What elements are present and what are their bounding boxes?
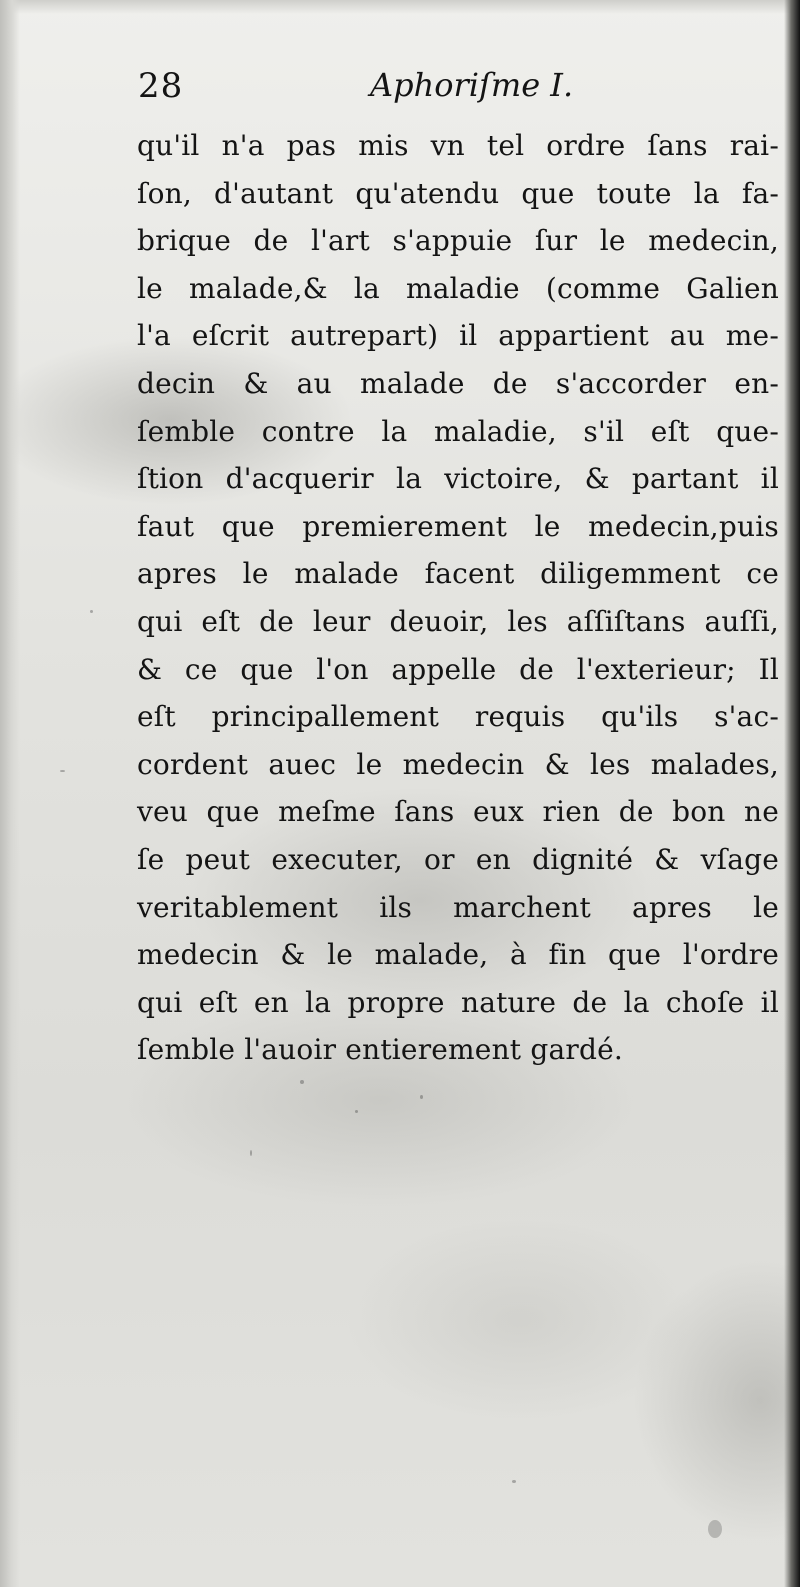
text-line: medecin & le malade, à fin que l'ordre: [137, 938, 779, 972]
paper-speck: [90, 610, 93, 613]
body-text: [137, 122, 779, 1074]
text-line: veritablement ils marchent apres le: [137, 890, 779, 924]
text-line: brique de l'art s'appuie ſur le medecin,: [137, 224, 779, 258]
text-line: eſt principallement requis qu'ils s'ac-: [137, 700, 779, 734]
running-title: Aphoriſme I.: [370, 66, 574, 104]
paper-speck: [708, 1520, 722, 1538]
page-top-edge: [0, 0, 800, 14]
text-line: veu que meſme ſans eux rien de bon ne: [137, 795, 779, 829]
text-line: qu'il n'a pas mis vn tel ordre ſans rai-: [137, 129, 779, 162]
text-line: ſtion d'acquerir la victoire, & partant il: [137, 462, 779, 496]
paper-speck: [355, 1110, 358, 1113]
paper-speck: [512, 1480, 516, 1483]
text-line: ſemble l'auoir entierement gardé.: [137, 1033, 623, 1067]
paper-speck: [250, 1150, 252, 1156]
text-line: l'a eſcrit autrepart) il appartient au me-: [137, 319, 779, 353]
page-number: 28: [138, 66, 184, 106]
text-line: faut que premierement le medecin,puis: [137, 509, 779, 543]
running-head: [138, 66, 778, 116]
text-line: qui eſt en la propre nature de la choſe il: [137, 985, 779, 1019]
text-line: ſemble contre la maladie, s'il eſt que-: [137, 414, 779, 448]
page-left-edge: [0, 0, 20, 1587]
text-line: qui eſt de leur deuoir, les aſſiſtans auſſi,: [137, 604, 779, 638]
page-gutter-shadow: [784, 0, 800, 1587]
paper-speck: [60, 770, 65, 772]
text-line: le malade,& la maladie (comme Galien: [137, 271, 779, 305]
text-line: ſe peut executer, or en dignité & vſage: [137, 842, 779, 876]
paper-speck: [300, 1080, 304, 1084]
text-line: apres le malade facent diligemment ce: [137, 557, 779, 591]
text-line: cordent auec le medecin & les malades,: [137, 747, 779, 781]
paper-speck: [420, 1095, 423, 1099]
text-line: ſon, d'autant qu'atendu que toute la fa-: [137, 176, 779, 210]
text-line: & ce que l'on appelle de l'exterieur; Il: [137, 652, 779, 686]
text-line: decin & au malade de s'accorder en-: [137, 366, 779, 400]
